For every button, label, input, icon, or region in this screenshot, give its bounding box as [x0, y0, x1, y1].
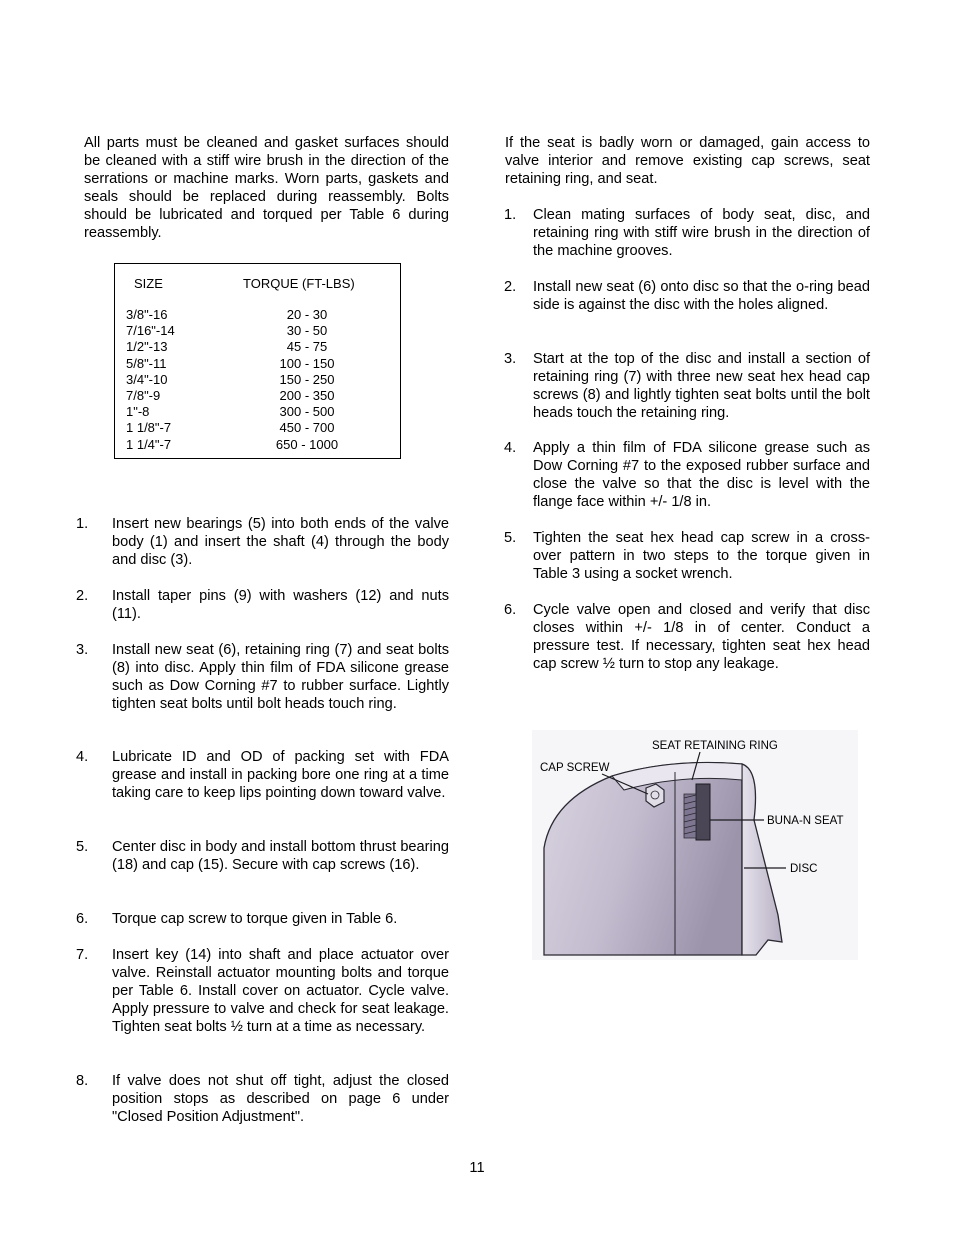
step-number: 1.	[76, 516, 89, 532]
step-number: 8.	[76, 1073, 89, 1089]
table-row	[126, 339, 386, 355]
buna-n-seat-shape	[696, 784, 710, 840]
table-cell-torque: 100 - 150	[279, 356, 335, 371]
table-cell-torque: 300 - 500	[279, 404, 335, 419]
table-row	[126, 388, 386, 404]
table-row	[126, 437, 386, 453]
label-cap-screw: CAP SCREW	[540, 762, 610, 774]
table-row	[126, 404, 386, 420]
step-number: 4.	[504, 440, 517, 456]
step-text: Torque cap screw to torque given in Table 6.	[112, 911, 398, 927]
torque-table	[114, 263, 401, 459]
step-text: Install new seat (6), retaining ring (7) and seat bolts (8) into disc. Apply thin film of FDA silicone grease such as Dow Corning #7 to rubber surface. Lightly tighten seat bolts until bolt heads touch ring.	[112, 642, 449, 712]
table-cell-size: 5/8"-11	[126, 356, 167, 371]
step-number: 4.	[76, 749, 89, 765]
label-buna-n-seat: BUNA-N SEAT	[767, 815, 844, 827]
right-intro-paragraph: If the seat is badly worn or damaged, gain access to valve interior and remove existing cap screws, seat retaining ring, and seat.	[505, 135, 870, 187]
step-text: Install new seat (6) onto disc so that the o-ring bead side is against the disc with the holes aligned.	[533, 279, 870, 313]
step-text: If valve does not shut off tight, adjust the closed position stops as described on page 6 under "Closed Position Adjustment".	[112, 1073, 449, 1125]
table-cell-torque: 30 - 50	[286, 323, 328, 338]
step-number: 5.	[504, 530, 517, 546]
table-cell-torque: 450 - 700	[279, 420, 335, 435]
table-cell-torque: 650 - 1000	[275, 437, 339, 452]
step-number: 7.	[76, 947, 89, 963]
table-cell-size: 3/8"-16	[126, 307, 168, 322]
step-number: 3.	[76, 642, 89, 658]
step-text: Start at the top of the disc and install a section of retaining ring (7) with three new seat hex head cap screws (8) and lightly tighten seat bolts until the bolt heads touch the retaining ring.	[533, 351, 870, 421]
table-cell-size: 3/4"-10	[126, 372, 168, 387]
table-row	[126, 307, 386, 323]
step-number: 5.	[76, 839, 89, 855]
left-intro-paragraph: All parts must be cleaned and gasket surfaces should be cleaned with a stiff wire brush in the direction of the serrations or machine marks. Worn parts, gaskets and seals should be replaced during reassembly. Bolts should be lubricated and torqued per Table 6 during reassembly.	[84, 135, 449, 241]
table-cell-size: 1"-8	[126, 404, 150, 419]
cap-screw-hex-head	[646, 784, 664, 807]
table-cell-torque: 45 - 75	[286, 339, 328, 354]
table-cell-torque: 200 - 350	[279, 388, 335, 403]
table-row	[126, 323, 386, 339]
step-number: 6.	[76, 911, 89, 927]
table-cell-size: 7/16"-14	[126, 323, 175, 338]
step-text: Insert key (14) into shaft and place actuator over valve. Reinstall actuator mounting bolts and torque per Table 6. Install cover on actuator. Cycle valve. Apply pressure to valve and check for seat leakage. Tighten seat bolts ½ turn at a time as necessary.	[112, 947, 449, 1035]
step-text: Install taper pins (9) with washers (12) and nuts (11).	[112, 588, 449, 622]
label-disc: DISC	[790, 863, 818, 875]
table-cell-torque: 20 - 30	[286, 307, 328, 322]
step-text: Cycle valve open and closed and verify that disc closes within +/- 1/8 in of center. Conduct a pressure test. If necessary, tighten seat hex head cap screw ½ turn to stop any leakage.	[533, 602, 870, 672]
step-text: Insert new bearings (5) into both ends of the valve body (1) and insert the shaft (4) through the body and disc (3).	[112, 516, 449, 568]
table-cell-size: 1 1/4"-7	[126, 437, 172, 452]
table-row	[126, 356, 386, 372]
step-number: 6.	[504, 602, 517, 618]
table-cell-size: 1/2"-13	[126, 339, 168, 354]
step-text: Center disc in body and install bottom thrust bearing (18) and cap (15). Secure with cap screws (16).	[112, 839, 449, 873]
step-text: Lubricate ID and OD of packing set with FDA grease and install in packing bore one ring at a time taking care to keep lips pointing down toward valve.	[112, 749, 449, 801]
step-number: 1.	[504, 207, 517, 223]
table-row	[126, 420, 386, 436]
step-text: Tighten the seat hex head cap screw in a cross-over pattern in two steps to the torque given in Table 3 using a socket wrench.	[533, 530, 870, 582]
table-cell-size: 7/8"-9	[126, 388, 161, 403]
step-number: 2.	[76, 588, 89, 604]
step-text: Clean mating surfaces of body seat, disc, and retaining ring with stiff wire brush in the direction of the machine grooves.	[533, 207, 870, 259]
step-number: 3.	[504, 351, 517, 367]
step-number: 2.	[504, 279, 517, 295]
table-header-size: SIZE	[134, 276, 163, 291]
table-cell-size: 1 1/8"-7	[126, 420, 172, 435]
seat-diagram	[532, 730, 858, 960]
step-text: Apply a thin film of FDA silicone grease such as Dow Corning #7 to the exposed rubber surface and close the valve so that the disc is level with the flange face within +/- 1/8 in.	[533, 440, 870, 510]
label-seat-retaining-ring: SEAT RETAINING RING	[652, 740, 778, 752]
page-number: 11	[469, 1160, 485, 1176]
table-header-torque: TORQUE (FT-LBS)	[243, 276, 355, 291]
table-cell-torque: 150 - 250	[279, 372, 335, 387]
table-row	[126, 372, 386, 388]
